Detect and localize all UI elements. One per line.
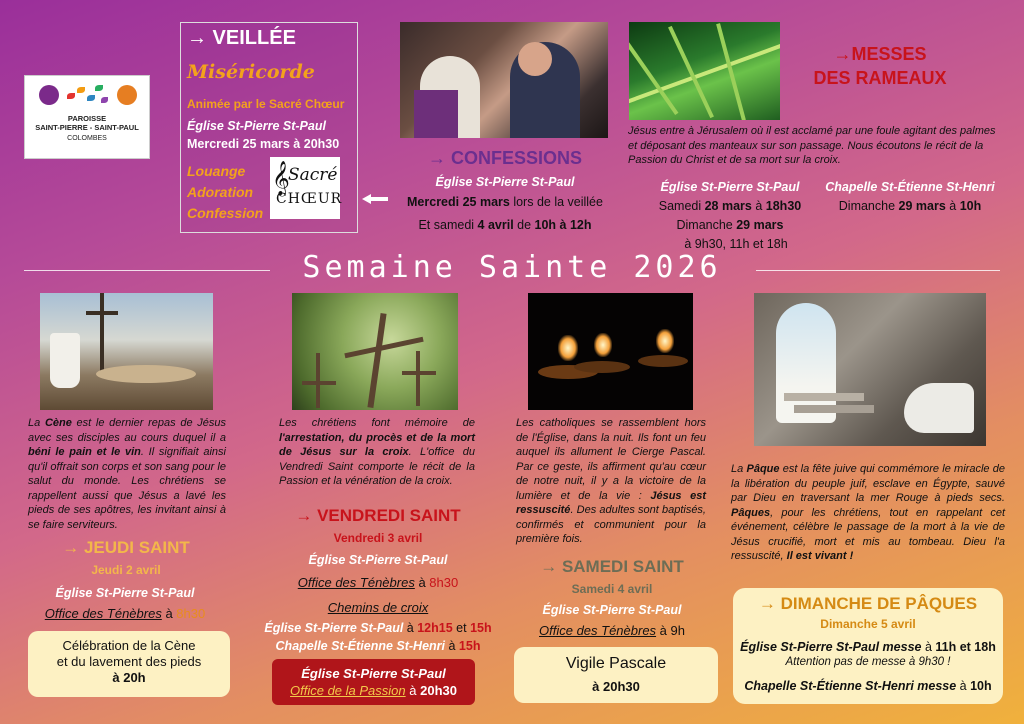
vendredi-office [272, 575, 484, 590]
jeudi-desc-part-2: Cène [44, 417, 72, 429]
title-rule-right [756, 270, 1000, 271]
vendredi-chemin-1-time-1: 12h15 [417, 621, 453, 635]
logo-line-3: COLOMBES [67, 135, 107, 142]
samedi-office-mid: à [656, 623, 671, 638]
vendredi-heading: → VENDREDI SAINT [295, 506, 461, 525]
rameaux-church-1 [645, 178, 815, 254]
jeudi-desc-part-1: La [28, 417, 45, 429]
empty-tomb-photo [754, 293, 986, 446]
vendredi-office-time: 8h30 [429, 575, 459, 590]
jeudi-desc-part-4: béni le pain et le vin [28, 446, 141, 458]
jeudi-heading: → JEUDI SAINT [62, 538, 190, 557]
vendredi-date: Vendredi 3 avril [333, 531, 423, 545]
page-title: Semaine Sainte 2026 [302, 250, 722, 285]
jeudi-cene-box [28, 631, 230, 697]
jeudi-box-line-2: et du lavement des pieds [56, 654, 202, 669]
rameaux-church-1-name: Église St-Pierre St-Paul [660, 180, 800, 194]
confessions-heading: → CONFESSIONS [427, 148, 583, 168]
dimanche-line-3-church: Chapelle St-Étienne St-Henri messe [744, 679, 957, 693]
samedi-office-label: Office des Ténèbres [539, 623, 657, 638]
vendredi-desc-part-1: Les chrétiens font mémoire de [279, 417, 475, 429]
rameaux-church-1-line-3: à 9h30, 11h et 18h [684, 237, 788, 251]
dimanche-description [731, 462, 1005, 564]
vendredi-office-mid: à [414, 575, 430, 590]
rameaux-church-1-line-2 [645, 216, 815, 235]
dimanche-desc-part-1: La [731, 463, 747, 475]
dimanche-line-1-time: 11h et 18h [935, 640, 996, 654]
vendredi-box-office-mid: à [405, 683, 421, 698]
dimanche-line-1-mid: à [921, 640, 936, 654]
vendredi-passion-box [272, 659, 475, 705]
confessions-section [382, 148, 628, 232]
jeudi-desc-part-5: . Il signifiait ainsi qu'il offrait son corps et son sang pour le salut du monde. Les chrétiens se rappellent aussi que Jésus a lavé les pieds de ses apôtres, les invitant ainsi à se faire serviteurs. [28, 446, 226, 531]
rameaux-c1-l1-pre: Samedi [658, 199, 705, 213]
dimanche-line-3-time: 10h [970, 679, 992, 693]
veillee-box [180, 22, 358, 233]
vendredi-chemin-2-church: Chapelle St-Étienne St-Henri [275, 639, 446, 653]
rameaux-c2-l1-mid: à [945, 199, 960, 213]
dimanche-desc-part-2: Pâque [746, 463, 780, 475]
dimanche-desc-part-4: Pâques [731, 506, 771, 519]
vendredi-chemin-1-mid: à [403, 621, 418, 635]
veillee-subheading: Miséricorde [187, 61, 315, 83]
samedi-box-line-2: à 20h30 [592, 679, 640, 694]
confessions-date-1: Mercredi 25 mars [407, 195, 510, 209]
confessions-line-2-mid: de [513, 218, 535, 232]
rameaux-c2-l1-pre: Dimanche [838, 199, 899, 213]
jeudi-office-time: 8h30 [176, 606, 206, 621]
jeudi-description [28, 416, 226, 532]
dimanche-line-3-mid: à [956, 679, 971, 693]
sacre-choeur-logo [270, 157, 343, 219]
veillee-item-adoration: Adoration [187, 184, 254, 200]
confessions-line-1-rest: lors de la veillée [509, 195, 603, 209]
samedi-box-line-1: Vigile Pascale [565, 655, 667, 672]
vendredi-chemin-2-time: 15h [458, 639, 481, 653]
dimanche-heading: → DIMANCHE DE PÂQUES [758, 594, 978, 613]
vendredi-chemin-1-time-2: 15h [470, 621, 492, 635]
rameaux-church-2-line-1 [820, 197, 1000, 216]
veillee-date: Mercredi 25 mars à 20h30 [187, 137, 340, 151]
rameaux-description: Jésus entre à Jérusalem où il est acclamé par une foule agitant des palmes et déposant des manteaux sur son passage. Nous écoutons le récit de la Passion du Christ et de sa mort sur la croix. [628, 125, 996, 166]
vendredi-chemins-heading: Chemins de croix [327, 600, 429, 615]
confessions-line-2 [382, 218, 628, 232]
samedi-description [516, 416, 706, 547]
veillee-list [187, 161, 263, 224]
jeudi-office-mid: à [161, 606, 177, 621]
veillee-heading: → VEILLÉE [187, 27, 296, 49]
rameaux-c1-l2-pre: Dimanche [676, 218, 737, 232]
parish-logo [24, 75, 150, 159]
candles-photo [528, 293, 693, 410]
cene-photo [40, 293, 213, 410]
confessions-time-2: 10h à 12h [534, 218, 592, 232]
jeudi-box-line-3: à 20h [112, 670, 146, 685]
dimanche-desc-part-6: Il est vivant ! [786, 550, 854, 562]
dimanche-line-2: Attention pas de messe à 9h30 ! [785, 656, 951, 668]
dimanche-desc-part-3: est la fête juive qui commémore le miracle de la libération du peuple juif, esclave en Égypte, sauvé par Dieu en traversant la mer Rouge à pieds secs. [731, 463, 1005, 504]
rameaux-c2-l1-date: 29 mars [898, 199, 946, 213]
dimanche-desc-part-5: , pour les chrétiens, tout en rappelant cet événement, célèbre le passage de la mort à la vie de Jésus crucifié, mort et mis au tombeau. Dieu l'a ressuscité, [731, 506, 1005, 562]
confessions-line-1 [382, 195, 628, 209]
rameaux-c1-l1-mid: à [751, 199, 766, 213]
samedi-date: Samedi 4 avril [571, 582, 653, 596]
samedi-desc-part-3: . Des adultes sont baptisés, confirmés et communient pour la première fois. [516, 504, 706, 545]
confessions-church: Église St-Pierre St-Paul [435, 175, 575, 189]
dimanche-line-1 [733, 640, 1003, 654]
veillee-animated-by: Animée par le Sacré Chœur [187, 97, 345, 111]
logo-line-2: SAINT-PIERRE - SAINT-PAUL [35, 123, 139, 132]
rameaux-church-2-name: Chapelle St-Étienne St-Henri [825, 180, 995, 194]
rameaux-heading [800, 42, 960, 90]
veillee-item-louange: Louange [187, 163, 246, 179]
logo-badge-left [39, 85, 59, 105]
samedi-desc-part-2: Jésus est ressuscité [516, 489, 706, 516]
veillee-church: Église St-Pierre St-Paul [187, 119, 326, 133]
vendredi-church: Église St-Pierre St-Paul [308, 553, 448, 567]
treble-clef-icon: 𝄞 [272, 161, 290, 196]
palm-photo [629, 22, 780, 120]
dimanche-date: Dimanche 5 avril [820, 617, 916, 631]
jeudi-desc-part-3: est le dernier repas de Jésus avec ses disciples au cours duquel il a [28, 417, 226, 444]
vendredi-box-church: Église St-Pierre St-Paul [301, 666, 446, 681]
samedi-desc-part-1: Les catholiques se rassemblent hors de l'Église, dans la nuit. Ils font un feu auquel ils allument le Cierge Pascal. Par ce geste, ils affirment qu'au cœur de notre nuit, il y a la victoire de la lumière et de la vie : [516, 417, 706, 502]
rameaux-c2-l1-time: 10h [959, 199, 982, 213]
vendredi-desc-part-3: . L'office du Vendredi Saint comporte le récit de la Passion et la vénération de la croix. [279, 446, 475, 487]
vendredi-box-office-time: 20h30 [420, 683, 457, 698]
vendredi-chemin-1 [248, 621, 508, 635]
jeudi-box-line-1: Célébration de la Cène [62, 638, 196, 653]
confession-photo [400, 22, 608, 138]
vendredi-chemin-1-and: et [452, 621, 471, 635]
veillee-item-confession: Confession [187, 205, 264, 221]
rameaux-church-1-line-1 [645, 197, 815, 216]
confessions-date-2: 4 avril [477, 218, 514, 232]
dimanche-line-1-church: Église St-Pierre St-Paul messe [740, 640, 922, 654]
logo-doves [67, 83, 109, 107]
samedi-church: Église St-Pierre St-Paul [542, 603, 682, 617]
samedi-office-time: 9h [670, 623, 685, 638]
rameaux-c1-l1-date: 28 mars [704, 199, 752, 213]
vendredi-chemin-1-church: Église St-Pierre St-Paul [264, 621, 404, 635]
rameaux-c1-l1-time: 18h30 [765, 199, 802, 213]
samedi-office [512, 623, 712, 638]
jeudi-office-label: Office des Ténèbres [44, 606, 162, 621]
rameaux-c1-l2-date: 29 mars [736, 218, 784, 232]
confessions-line-2-start: Et samedi [418, 218, 478, 232]
choir-logo-line-2: CHŒUR [276, 191, 343, 207]
dimanche-line-3 [733, 679, 1003, 693]
vendredi-chemin-2 [248, 639, 508, 653]
vendredi-desc-part-2: l'arrestation, du procès et de la mort de Jésus sur la croix [279, 431, 475, 458]
rameaux-heading-line-1: →MESSES [833, 44, 927, 64]
dimanche-box [733, 588, 1003, 704]
logo-badge-right [117, 85, 137, 105]
vendredi-office-label: Office des Ténèbres [297, 575, 415, 590]
samedi-vigile-box [514, 647, 718, 703]
samedi-heading: → SAMEDI SAINT [540, 557, 684, 576]
vendredi-box-office-label: Office de la Passion [290, 683, 406, 698]
logo-line-1: PAROISSE [67, 114, 107, 123]
rameaux-church-2 [820, 178, 1000, 216]
rameaux-heading-line-2: DES RAMEAUX [813, 68, 947, 88]
jeudi-church: Église St-Pierre St-Paul [55, 586, 195, 600]
vendredi-box-office [272, 682, 475, 699]
jeudi-office [30, 606, 220, 621]
title-rule-left [24, 270, 270, 271]
choir-logo-line-1: Sacré [288, 165, 338, 185]
vendredi-chemin-2-mid: à [445, 639, 459, 653]
jeudi-date: Jeudi 2 avril [91, 563, 161, 577]
vendredi-description [279, 416, 475, 489]
crosses-photo [292, 293, 458, 410]
